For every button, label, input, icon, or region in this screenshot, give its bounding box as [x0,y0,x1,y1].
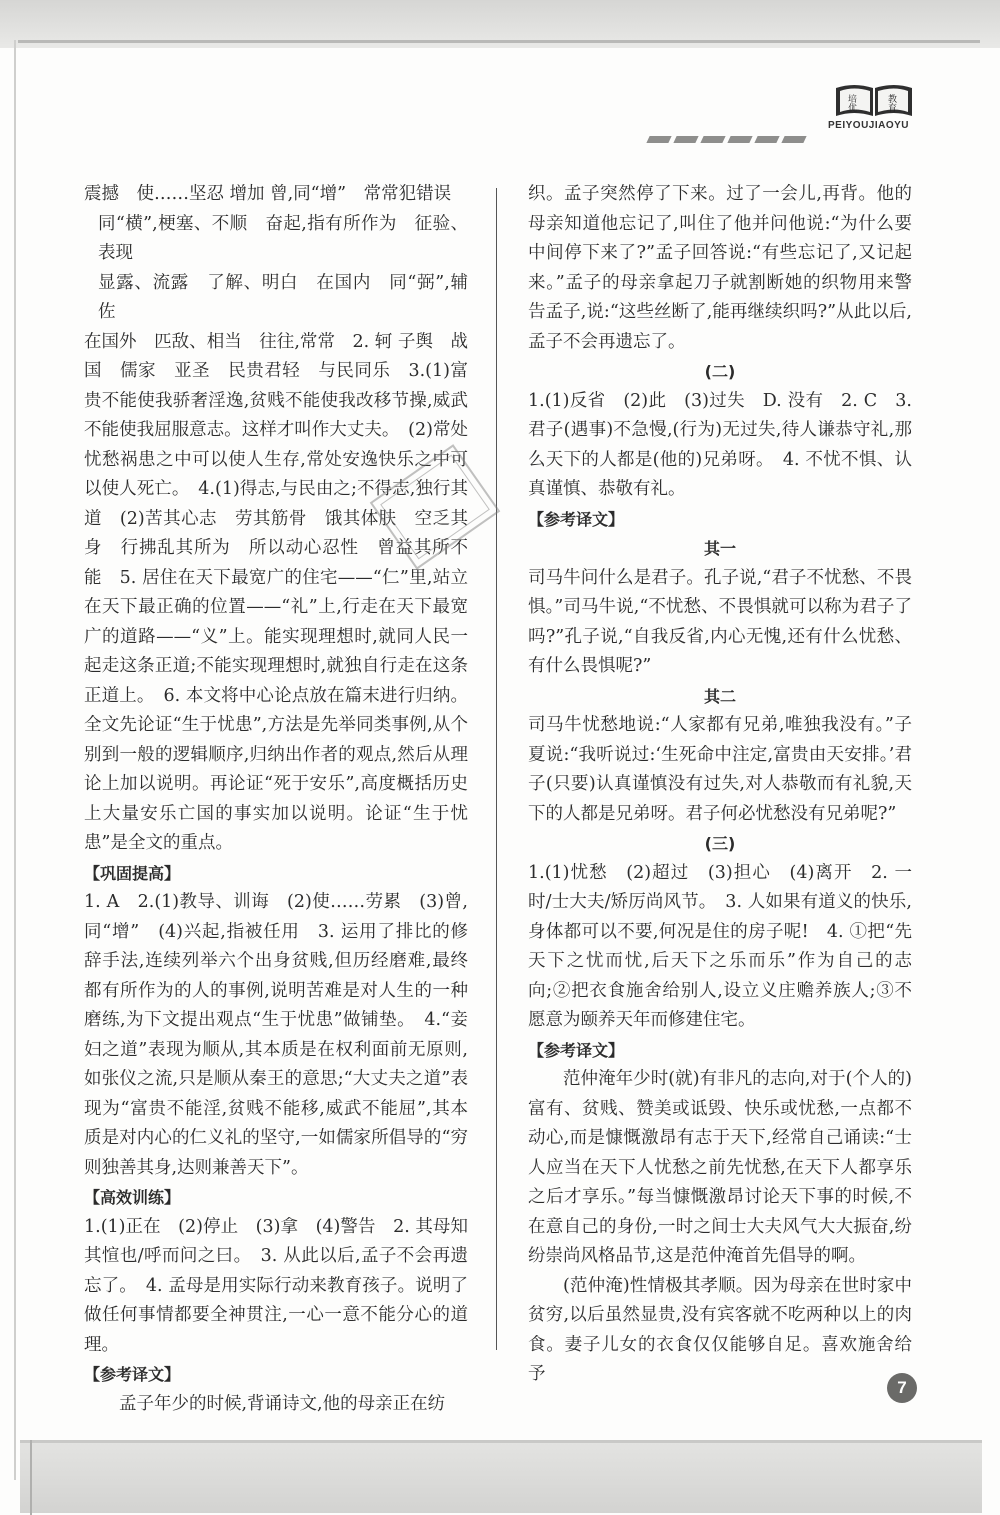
logo-char-4: 育 [888,104,898,114]
subsection-two-title: (二) [704,362,736,381]
section-heading-translation-2: 【参考译文】 [528,509,625,529]
section-heading-translation-3: 【参考译文】 [528,1040,625,1060]
subsection-three-answers: 1.(1)忧愁 (2)超过 (3)担心 (4)离开 2. 一时/士大夫/矫厉尚风节。 3. 人如果有道义的快乐,身体都可以不要,何况是住的房子呢! 4. ①把“先天下之忧而忧,后天下之乐而乐”作为自己的志向;②把衣食施舍给别人,设立义庄赡养族人;③不愿意为颐养天年而修建住宅。 [528,862,912,1030]
page-number: 7 [887,1373,917,1403]
section-heading-training: 【高效训练】 [84,1188,181,1207]
bottom-border-band [20,1440,982,1513]
logo-char-2: 优 [848,104,858,114]
top-border-line [18,40,980,43]
logo-char-1: 培 [848,95,858,105]
training-answers: 1.(1)正在 (2)停止 (3)拿 (4)警告 2. 其母知其愃也/呼而问之曰。 3. 从此以后,孟子不会再遗忘了。 4. 孟母是用实际行动来教育孩子。说明了做任何事情都要全神贯注,一心一意不能分心的道理。 [84,1216,468,1355]
left-answer-line-2: 同“横”,梗塞、不顺 奋起,指有所作为 征验、表现 [98,213,468,263]
translation-part-two-title: 其二 [703,686,736,706]
translation-part-one: 司马牛问什么是君子。孔子说,“君子不忧愁、不畏惧。”司马牛说,“不忧愁、不畏惧就可以称为君子了吗?”孔子说,“自我反省,内心无愧,还有什么忧愁、有什么畏惧呢?” [528,567,912,676]
subsection-three-title: (三) [704,834,736,853]
column-divider [496,188,497,1350]
left-answer-line-1: 震撼 使……坚忍 增加 曾,同“增” 常常犯错误 [84,184,452,204]
fan-zhongyan-translation-1: 范仲淹年少时(就)有非凡的志向,对于(个人的)富有、贫贱、赞美或诋毁、快乐或忧愁,一点都不动心,而是慷慨激昂有志于天下,经常自己诵读:“士人应当在天下人忧愁之前先忧愁,在天下人都享乐之后才享乐。”每当慷慨激昂讨论天下事的时候,不在意自己的身份,一时之间士大夫风气大大振奋,纷纷崇尚风格品节,这是范仲淹首先倡导的啊。 [528,1069,912,1266]
publisher-logo [828,82,920,142]
fan-zhongyan-translation-2: (范仲淹)性情极其孝顺。因为母亲在世时家中贫穷,以后虽然显贵,没有宾客就不吃两种以上的肉食。妻子儿女的衣食仅仅能够自足。喜欢施舍给予 [528,1275,912,1384]
right-column [528,180,912,1390]
translation-part-one-title: 其一 [703,539,736,558]
left-answer-block: 在国外 匹敌、相当 往往,常常 2. 轲 子舆 战国 儒家 亚圣 民贵君轻 与民同乐 3.(1)富贵不能使我骄奢淫逸,贫贱不能使我改移节操,威武不能使我屈服意志。这样才叫作大丈夫。 (2)常处忧愁祸患之中可以使人生存,常处安逸快乐之中可以使人死亡。 4.(1)得志,与民由之;不得志,独行其道 (2)苦其心志 劳其筋骨 饿其体肤 空乏其身 行拂乱其所为 所以动心忍性 曾益其所不能 5. 居住在天下最宽广的住宅——“仁”里,站立在天下最正确的位置——“礼”上,行走在天下最宽广的道路——“义”上。能实现理想时,就同人民一起走这条正道;不能实现理想时,就独自行走在这条正道上。 6. 本文将中心论点放在篇末进行归纳。全文先论证“生于忧患”,方法是先举同类事例,从个别到一般的逻辑顺序,归纳出作者的观点,然后从理论上加以说明。再论证“死于安乐”,高度概括历史上大量安乐亡国的事实加以说明。论证“生于忧患”是全文的重点。 [84,331,468,853]
translation-part-two: 司马牛忧愁地说:“人家都有兄弟,唯独我没有。”子夏说:“我听说过:‘生死命中注定,富贵由天安排。’君子(只要)认真谨慎没有过失,对人恭敬而有礼貌,天下的人都是兄弟呀。君子何必忧愁没有兄弟呢?” [528,715,912,824]
consolidate-answers: 1. A 2.(1)教导、训诲 (2)使……劳累 (3)曾,同“增” (4)兴起,指被任用 3. 运用了排比的修辞手法,连续列举六个出身贫贱,但历经磨难,最终都有所作为的人的事例,说明苦难是对人生的一种磨练,为下文提出观点“生于忧患”做铺垫。 4.“妾妇之道”表现为顺从,其本质是在权利面前无原则,如张仪之流,只是顺从秦王的意思;“大丈夫之道”表现为“富贵不能淫,贫贱不能移,威武不能屈”,其本质是对内心的仁义礼的坚守,一如儒家所倡导的“穷则独善其身,达则兼善天下”。 [84,892,468,1178]
logo-char-3: 教 [888,95,898,105]
bottom-edge-line [30,1440,32,1515]
section-heading-consolidate: 【巩固提高】 [84,863,181,883]
book-logo-icon [834,82,914,118]
left-answer-line-3: 显露、流露 了解、明白 在国内 同“弼”,辅佐 [98,272,468,322]
translation-text: 孟子年少的时候,背诵诗文,他的母亲正在纺 [119,1393,446,1414]
left-page-edge [14,40,16,1480]
left-column [84,180,468,1419]
decorative-bars [648,128,813,138]
brand-pinyin: PEIYOUJIAOYU [828,120,910,131]
subsection-two-answers: 1.(1)反省 (2)此 (3)过失 D. 没有 2. C 3. 君子(遇事)不急慢,(行为)无过失,待人谦恭守礼,那么天下的人都是(他的)兄弟呀。 4. 不忧不惧、认真谨慎、恭敬有礼。 [528,390,912,499]
translation-continued: 织。孟子突然停了下来。过了一会儿,再背。他的母亲知道他忘记了,叫住了他并问他说:“为什么要中间停下来了?”孟子回答说:“有些忘记了,又记起来。”孟子的母亲拿起刀子就割断她的织物用来警告孟子,说:“这些丝断了,能再继续织吗?”从此以后,孟子不会再遗忘了。 [528,184,912,352]
watermark-stamp-icon [360,432,510,582]
section-heading-translation: 【参考译文】 [84,1365,181,1384]
